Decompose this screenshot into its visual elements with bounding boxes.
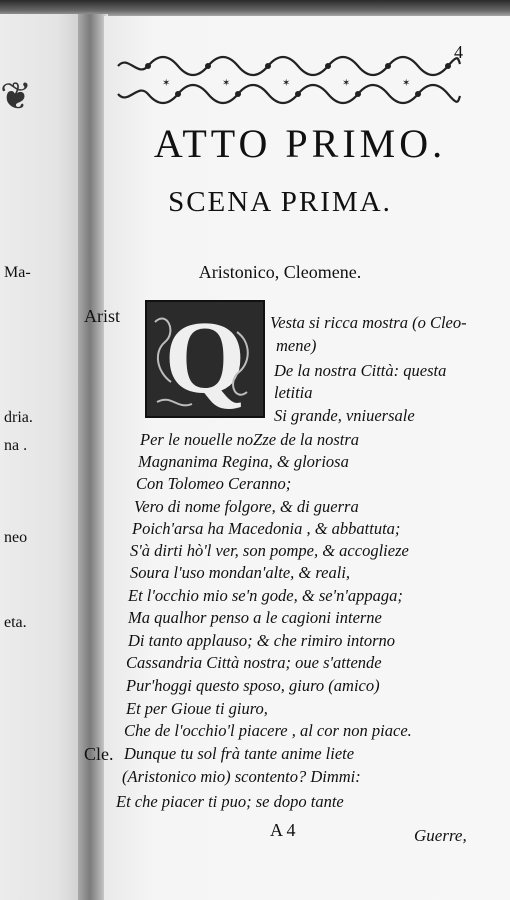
- verse-line: Ma qualhor penso a le cagioni interne: [128, 608, 382, 627]
- svg-text:✶: ✶: [342, 78, 351, 89]
- printer-signature-mark: A 4: [270, 820, 296, 840]
- speaker-label-arist: Arist: [84, 306, 120, 326]
- verse-line: Et per Gioue ti giuro,: [126, 699, 268, 718]
- verse-line: (Aristonico mio) scontento? Dimmi:: [122, 767, 361, 786]
- verse-line: Di tanto applauso; & che rimiro intorno: [128, 631, 396, 650]
- dramatis-personae: Aristonico, Cleomene.: [198, 262, 362, 282]
- svg-text:✶: ✶: [282, 78, 291, 89]
- page-number: 4: [454, 42, 463, 62]
- left-page-ornament: ❦: [0, 76, 32, 118]
- verse-line: Cassandria Città nostra; oue s'attende: [126, 653, 382, 672]
- verse-line: Dunque tu sol frà tante anime liete: [124, 744, 355, 763]
- scene-heading: SCENA PRIMA.: [168, 186, 392, 218]
- verse-line: Soura l'uso mondan'alte, & reali,: [130, 563, 351, 582]
- decorated-initial-letter: Q: [164, 300, 246, 415]
- verse-line: Si grande, vniuersale: [274, 406, 415, 425]
- verse-line: Con Tolomeo Ceranno;: [136, 474, 292, 493]
- svg-text:✶: ✶: [222, 78, 231, 89]
- verse-line: Che de l'occhio'l piacere , al cor non piace.: [124, 721, 412, 740]
- left-page-fragment: dria.: [4, 409, 33, 426]
- left-page-edge: [0, 14, 82, 900]
- verse-line: De la nostra Città: questa: [274, 361, 447, 380]
- left-page-fragment: Ma-: [4, 264, 31, 281]
- verse-line: Et che piacer ti puo; se dopo tante: [116, 792, 344, 811]
- initial-foliage-ornament: [147, 302, 263, 416]
- act-heading: ATTO PRIMO.: [153, 121, 447, 166]
- svg-text:✶: ✶: [162, 78, 171, 89]
- verse-line: Vesta si ricca mostra (o Cleo-: [270, 313, 467, 332]
- svg-text:✶: ✶: [402, 78, 411, 89]
- left-page-fragment: eta.: [4, 614, 27, 631]
- left-page-fragment: neo: [4, 529, 28, 546]
- ornamental-headpiece: [114, 50, 462, 112]
- verse-line: Et l'occhio mio se'n gode, & se'n'appaga;: [128, 586, 403, 605]
- speaker-label-cle: Cle.: [84, 744, 114, 764]
- verse-line: S'à dirti hò'l ver, son pompe, & accoglieze: [130, 541, 409, 560]
- catchword: Guerre,: [414, 826, 467, 845]
- verse-line: Pur'hoggi questo sposo, giuro (amico): [126, 676, 380, 695]
- decorated-initial-image: [145, 300, 265, 418]
- verse-line: Poich'arsa ha Macedonia , & abbattuta;: [132, 519, 401, 538]
- verse-line: Per le nouelle noZze de la nostra: [140, 430, 360, 449]
- left-page-fragment: na .: [4, 437, 28, 454]
- verse-line: letitia: [274, 383, 313, 402]
- verse-line: mene): [276, 336, 317, 355]
- verse-line: Vero di nome folgore, & di guerra: [134, 497, 359, 516]
- verse-line: Magnanima Regina, & gloriosa: [138, 452, 349, 471]
